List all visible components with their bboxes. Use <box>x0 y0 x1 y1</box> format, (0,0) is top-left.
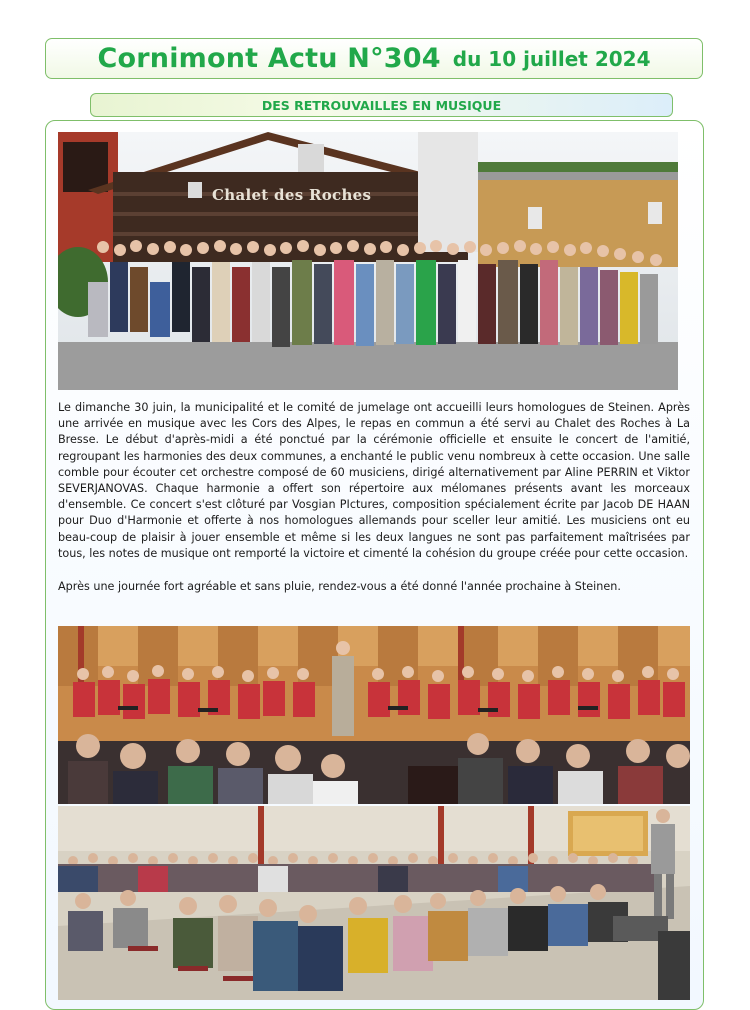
group-photo-illustration <box>58 132 678 390</box>
article-paragraph-2: Après une journée fort agréable et sans pluie, rendez-vous a été donné l'année prochaine à Steinen. <box>58 580 621 593</box>
section-heading: DES RETROUVAILLES EN MUSIQUE <box>261 97 502 113</box>
article-paragraph-1: Le dimanche 30 juin, la municipalité et le comité de jumelage ont accueilli leurs homologues de Steinen. Après une arrivée en musique avec les Cors des Alpes, le repas en commun a été servi au Chalet des Roches à La Bresse. Le début d'après-midi a été ponctué par la cérémonie officielle et ensuite le concert de l'amitié, regroupant les harmonies des deux communes, a enchanté le public venu nombreux à cette occasion. Une salle comble pour écouter cet orchestre composé de 60 musiciens, dirigé alternativement par Aline PERRIN et Viktor SEVERJANOVAS. Chaque harmonie a offert son répertoire aux mélomanes présents avant les morceaux d'ensemble. Ce concert s'est clôturé par Vosgian PIctures, composition spécialement écrite par Jacob DE HAAN pour Duo d'Harmonie et offerte à nos homologues allemands pour sceller leur amitié. Les musiciens ont eu beau-coup de plaisir à jouer ensemble et même si les deux langues ne sont pas parfaitement maîtrisées par tous, les notes de musique ont remporté la victoire et cimenté la cohésion du groupe créée pour cette occasion. <box>58 401 690 560</box>
newsletter-title-banner <box>45 38 703 79</box>
group-photo-chalet <box>58 132 678 390</box>
orchestra-photo-illustration <box>58 626 690 804</box>
section-heading-banner <box>90 93 673 117</box>
chalet-sign-text: Chalet des Roches <box>212 186 372 204</box>
newsletter-title: Cornimont Actu N°304 <box>97 43 441 74</box>
audience-photo-illustration <box>58 806 690 1000</box>
audience-hall-photo <box>58 806 690 1000</box>
orchestra-concert-photo <box>58 626 690 804</box>
newsletter-date: du 10 juillet 2024 <box>452 46 651 71</box>
